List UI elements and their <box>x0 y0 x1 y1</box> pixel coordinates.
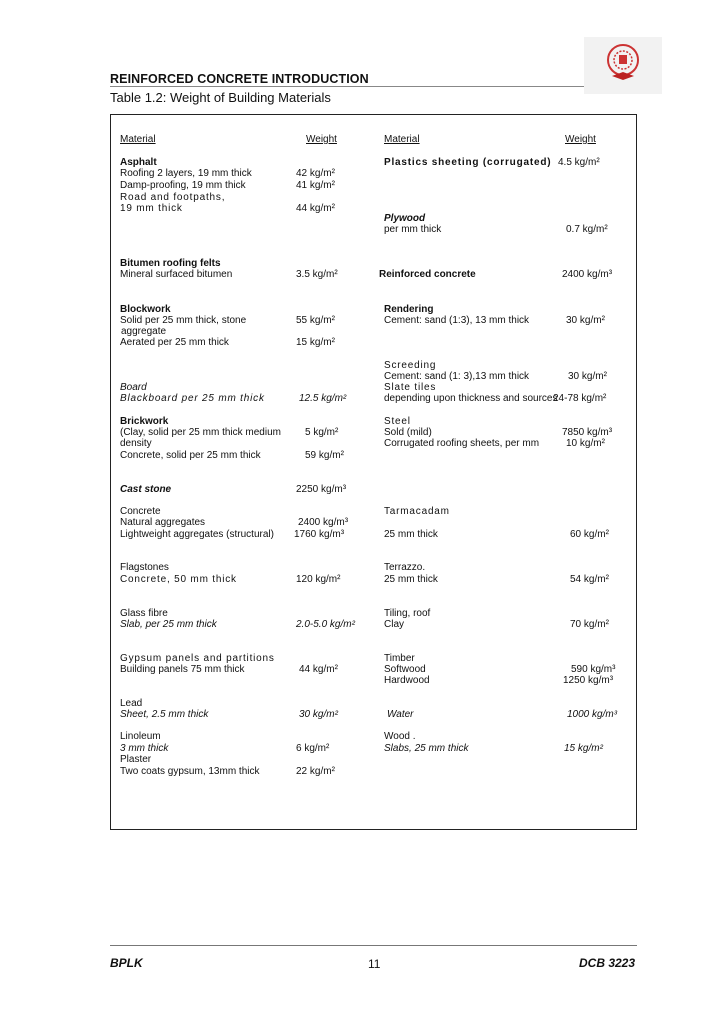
material-name: Terrazzo. <box>384 562 426 573</box>
material-name: Bitumen roofing felts <box>120 258 221 269</box>
material-name: Board <box>120 382 147 393</box>
material-name: Reinforced concrete <box>379 269 476 280</box>
material-weight: 30 kg/m² <box>299 709 338 720</box>
material-weight: 15 kg/m² <box>564 743 603 754</box>
material-row: Cement: sand (1: 3),13 mm thick <box>384 371 530 382</box>
material-name: Plastics sheeting (corrugated) <box>384 157 552 168</box>
material-row: Concrete, solid per 25 mm thick <box>120 450 261 461</box>
material-row: Slab, per 25 mm thick <box>120 619 217 630</box>
material-row: Roofing 2 layers, 19 mm thick <box>120 168 252 179</box>
material-weight: 2250 kg/m³ <box>296 484 347 495</box>
material-row: density <box>120 438 152 449</box>
material-row: Blackboard per 25 mm thick <box>120 393 265 404</box>
header-material-left: Material <box>120 134 156 145</box>
material-weight: 2.0-5.0 kg/m² <box>296 619 355 630</box>
material-row: Solid per 25 mm thick, stone <box>120 315 247 326</box>
material-weight: 42 kg/m² <box>296 168 335 179</box>
material-row: (Clay, solid per 25 mm thick medium <box>120 427 281 438</box>
material-name: Water <box>387 709 414 720</box>
material-weight: 3.5 kg/m² <box>296 269 338 280</box>
institution-logo <box>584 37 662 94</box>
material-weight: 0.7 kg/m² <box>566 224 608 235</box>
material-row: 3 mm thick <box>120 743 169 754</box>
material-row: Damp-proofing, 19 mm thick <box>120 180 246 191</box>
material-row: Corrugated roofing sheets, per mm <box>384 438 540 449</box>
material-name: Screeding <box>384 360 437 371</box>
footer-right: DCB 3223 <box>579 956 636 970</box>
material-weight: 10 kg/m² <box>566 438 605 449</box>
material-row: Slabs, 25 mm thick <box>384 743 469 754</box>
material-weight: 15 kg/m² <box>296 337 335 348</box>
page-title: REINFORCED CONCRETE INTRODUCTION <box>110 72 369 86</box>
material-weight: 30 kg/m² <box>568 371 607 382</box>
page-number: 11 <box>368 957 381 971</box>
material-weight: 54 kg/m² <box>570 574 609 585</box>
material-row: Mineral surfaced bitumen <box>120 269 233 280</box>
material-row: 19 mm thick <box>120 203 183 214</box>
material-weight: 44 kg/m² <box>296 203 335 214</box>
material-row: 25 mm thick <box>384 574 438 585</box>
footer-left: BPLK <box>110 956 143 970</box>
material-row: Sheet, 2.5 mm thick <box>120 709 209 720</box>
material-weight: 60 kg/m² <box>570 529 609 540</box>
material-row: Natural aggregates <box>120 517 206 528</box>
material-row: Sold (mild) <box>384 427 432 438</box>
material-name: Cast stone <box>120 484 172 495</box>
material-row: Building panels 75 mm thick <box>120 664 245 675</box>
header-material-right: Material <box>384 134 420 145</box>
material-weight: 70 kg/m² <box>570 619 609 630</box>
material-weight: 41 kg/m² <box>296 180 335 191</box>
material-weight: 2400 kg/m³ <box>562 269 613 280</box>
materials-table <box>110 114 637 830</box>
material-row: Aerated per 25 mm thick <box>120 337 229 348</box>
material-name: Rendering <box>384 304 434 315</box>
material-weight: 12.5 kg/m² <box>299 393 347 404</box>
material-row: Concrete, 50 mm thick <box>120 574 237 585</box>
material-weight: 6 kg/m² <box>296 743 330 754</box>
material-row: Cement: sand (1:3), 13 mm thick <box>384 315 530 326</box>
material-weight: 590 kg/m³ <box>571 664 616 675</box>
header-rule <box>110 86 584 87</box>
material-row: Softwood <box>384 664 426 675</box>
material-weight: 5 kg/m² <box>305 427 339 438</box>
material-weight: 1000 kg/m³ <box>567 709 618 720</box>
material-weight: 22 kg/m² <box>296 766 335 777</box>
material-name: Slate tiles <box>384 382 437 393</box>
material-name: Concrete <box>120 506 161 517</box>
material-name: Lead <box>120 698 143 709</box>
material-name: Gypsum panels and partitions <box>120 653 275 664</box>
header-weight-left: Weight <box>306 134 337 145</box>
material-row: Hardwood <box>384 675 430 686</box>
material-row: Lightweight aggregates (structural) <box>120 529 274 540</box>
material-name: Timber <box>384 653 415 664</box>
material-row: aggregate <box>121 326 167 337</box>
material-name: Glass fibre <box>120 608 168 619</box>
material-name: Plywood <box>384 213 426 224</box>
material-weight: 30 kg/m² <box>566 315 605 326</box>
material-weight: 59 kg/m² <box>305 450 344 461</box>
material-weight: 1760 kg/m³ <box>294 529 345 540</box>
material-row: depending upon thickness and sources <box>384 393 558 404</box>
footer-rule <box>110 945 637 946</box>
material-name: Brickwork <box>120 416 169 427</box>
header-weight-right: Weight <box>565 134 596 145</box>
material-row: Clay <box>384 619 405 630</box>
material-weight: 7850 kg/m³ <box>562 427 613 438</box>
material-row: Road and footpaths, <box>120 192 226 203</box>
material-name: Tarmacadam <box>384 506 450 517</box>
material-name: Steel <box>384 416 411 427</box>
material-name: Wood . <box>384 731 416 742</box>
material-name: Flagstones <box>120 562 169 573</box>
material-weight: 2400 kg/m³ <box>298 517 349 528</box>
material-weight: 55 kg/m² <box>296 315 335 326</box>
material-name: Asphalt <box>120 157 157 168</box>
material-weight: 120 kg/m² <box>296 574 341 585</box>
material-name: Plaster <box>120 754 152 765</box>
material-weight: 1250 kg/m³ <box>563 675 614 686</box>
material-row: Two coats gypsum, 13mm thick <box>120 766 260 777</box>
material-weight: 44 kg/m² <box>299 664 338 675</box>
material-row: 25 mm thick <box>384 529 438 540</box>
material-weight: 24-78 kg/m² <box>553 393 607 404</box>
table-caption: Table 1.2: Weight of Building Materials <box>110 90 331 105</box>
material-name: Blockwork <box>120 304 171 315</box>
material-row: per mm thick <box>384 224 442 235</box>
material-name: Linoleum <box>120 731 161 742</box>
material-weight: 4.5 kg/m² <box>558 157 600 168</box>
material-name: Tiling, roof <box>384 608 431 619</box>
